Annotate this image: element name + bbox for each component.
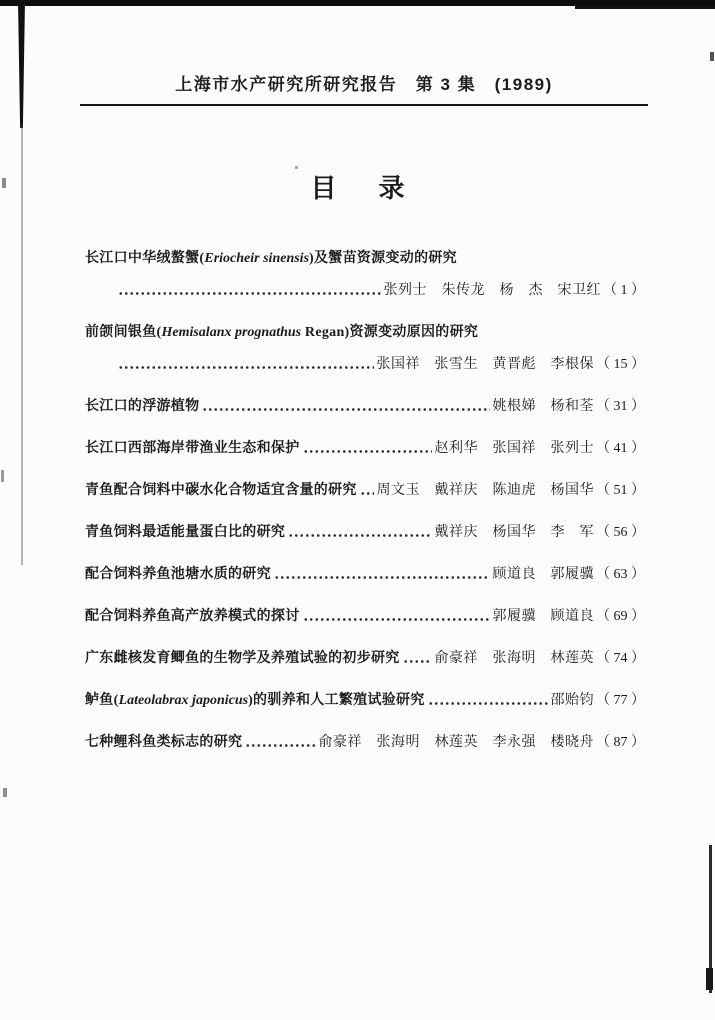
- entry-authors: 周文玉 戴祥庆 陈迪虎 杨国华: [376, 483, 594, 498]
- dot-leader: [118, 365, 374, 370]
- title-text: 七种鲤科鱼类标志的研究: [85, 735, 243, 750]
- dot-leader: [118, 291, 381, 296]
- title-text: )及蟹苗资源变动的研究: [309, 251, 457, 266]
- entry-line: [85, 398, 645, 416]
- entry-line: [85, 524, 645, 542]
- toc-entry: [85, 650, 645, 668]
- title-text: 鲈鱼(: [85, 693, 119, 708]
- entry-title: [85, 524, 285, 542]
- entry-line: [85, 692, 645, 710]
- latin-name: Lateolabrax japonicus: [118, 693, 249, 708]
- entry-page: （ 51 ）: [596, 483, 645, 498]
- title-text: 长江口西部海岸带渔业生态和保护: [85, 441, 300, 456]
- title-text: 长江口中华绒螯蟹(: [85, 251, 205, 266]
- latin-name: Eriocheir sinensis: [204, 251, 310, 266]
- entry-authors: 俞豪祥 张海明 林莲英: [434, 651, 594, 666]
- entry-authors: 张列士 朱传龙 杨 杰 宋卫红: [383, 283, 601, 298]
- toc-list: [85, 250, 645, 776]
- entry-authors: 赵利华 张国祥 张列士: [434, 441, 594, 456]
- toc-title-char: 录: [378, 174, 405, 203]
- entry-authors: 戴祥庆 杨国华 李 军: [434, 525, 594, 540]
- title-text: 配合饲料养鱼高产放养模式的探讨: [85, 609, 300, 624]
- entry-title: [85, 734, 242, 752]
- entry-authors: 邵贻钧: [550, 693, 594, 708]
- toc-entry: [85, 324, 645, 374]
- toc-entry: [85, 250, 645, 300]
- entry-page: （ 63 ）: [596, 567, 645, 582]
- entry-authors: 俞豪祥 张海明 林莲英 李永强 楼晓舟: [318, 735, 594, 750]
- scan-artifact-top-bar2: [575, 6, 715, 9]
- entry-page: （ 1 ）: [603, 283, 645, 298]
- entry-page: （ 41 ）: [596, 441, 645, 456]
- title-text: 配合饲料养鱼池塘水质的研究: [85, 567, 271, 582]
- entry-authors: 郭履骥 顾道良: [492, 609, 594, 624]
- entry-title: [85, 482, 357, 500]
- entry-page: （ 56 ）: [596, 525, 645, 540]
- scan-speck: [1, 470, 4, 482]
- entry-title-line: [85, 324, 645, 342]
- entry-page: （ 87 ）: [596, 735, 645, 750]
- entry-author-line: [115, 282, 645, 300]
- toc-entry: [85, 482, 645, 500]
- entry-title: [85, 440, 300, 458]
- toc-entry: [85, 566, 645, 584]
- title-text: 前颌间银鱼(: [85, 325, 162, 340]
- title-text: 青鱼配合饲料中碳水化合物适宜含量的研究: [85, 483, 357, 498]
- toc-entry: [85, 398, 645, 416]
- entry-title: [85, 566, 271, 584]
- entry-line: [85, 734, 645, 752]
- toc-entry: [85, 734, 645, 752]
- latin-name: Hemisalanx prognathus: [161, 325, 302, 340]
- entry-page: （ 69 ）: [596, 609, 645, 624]
- entry-page: （ 77 ）: [596, 693, 645, 708]
- title-text: 青鱼饲料最适能量蛋白比的研究: [85, 525, 286, 540]
- entry-title: [85, 692, 425, 710]
- toc-entry: [85, 524, 645, 542]
- dot-leader: [245, 743, 315, 748]
- dot-leader: [360, 491, 374, 496]
- title-text: )的驯养和人工繁殖试验研究: [248, 693, 425, 708]
- dot-leader: [303, 449, 432, 454]
- entry-authors: 顾道良 郭履骥: [492, 567, 594, 582]
- entry-line: [85, 566, 645, 584]
- dot-leader: [403, 659, 432, 664]
- title-text: Regan)资源变动原因的研究: [301, 325, 479, 340]
- dot-leader: [288, 533, 431, 538]
- report-header: 上海市水产研究所研究报告 第 3 集 (1989): [175, 75, 553, 94]
- dot-leader: [428, 701, 548, 706]
- toc-title-char: 目: [310, 174, 337, 203]
- dot-leader: [202, 407, 489, 412]
- entry-title: [85, 250, 457, 268]
- entry-title: [85, 650, 400, 668]
- entry-author-line: [115, 356, 645, 374]
- title-text: 长江口的浮游植物: [85, 399, 200, 414]
- entry-title: [85, 324, 478, 342]
- toc-title: [0, 168, 715, 205]
- entry-line: [85, 608, 645, 626]
- entry-page: （ 31 ）: [596, 399, 645, 414]
- scan-speck: [3, 788, 7, 797]
- scan-artifact-right-blob: [706, 968, 713, 990]
- scan-artifact-left-streak: [18, 0, 25, 128]
- entry-title: [85, 608, 300, 626]
- entry-line: [85, 650, 645, 668]
- toc-entry: [85, 608, 645, 626]
- dot-leader: [274, 575, 490, 580]
- title-text: 广东雌核发育鲫鱼的生物学及养殖试验的初步研究: [85, 651, 400, 666]
- toc-entry: [85, 692, 645, 710]
- toc-entry: [85, 440, 645, 458]
- header-rule: [80, 104, 648, 106]
- scan-speck: [710, 52, 714, 61]
- dot-leader: [303, 617, 490, 622]
- entry-authors: 张国祥 张雪生 黄晋彪 李根保: [376, 357, 594, 372]
- entry-title-line: [85, 250, 645, 268]
- entry-line: [85, 440, 645, 458]
- entry-title: [85, 398, 199, 416]
- entry-authors: 姚根娣 杨和荃: [492, 399, 594, 414]
- entry-page: （ 15 ）: [596, 357, 645, 372]
- entry-line: [85, 482, 645, 500]
- entry-page: （ 74 ）: [596, 651, 645, 666]
